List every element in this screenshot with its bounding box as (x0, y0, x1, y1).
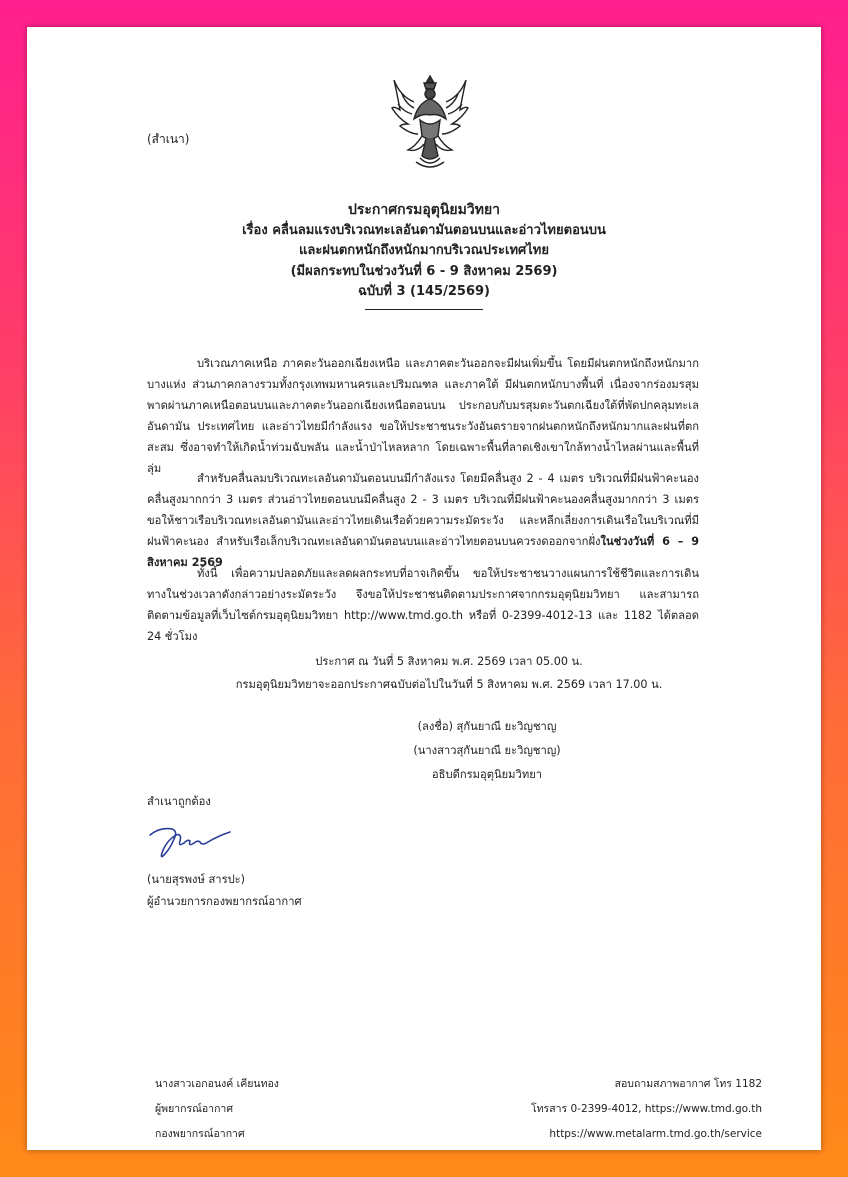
issued-date: ประกาศ ณ วันที่ 5 สิงหาคม พ.ศ. 2569 เวลา 05.00 น. (315, 655, 583, 668)
forecaster-name: นางสาวเอกอนงค์ เคียนทอง (155, 1078, 279, 1090)
wave-paragraph (147, 468, 699, 573)
wave-paragraph-period: ในช่วงวันที่ 6 – 9 สิงหาคม 2569 (147, 535, 700, 569)
next-issue-note: กรมอุตุนิยมวิทยาจะออกประกาศฉบับต่อไปในวันที่ 5 สิงหาคม พ.ศ. 2569 เวลา 17.00 น. (235, 678, 663, 691)
advice-paragraph: ทั้งนี้ เพื่อความปลอดภัยและลดผลกระทบที่อาจเกิดขึ้น ขอให้ประชาชนวางแผนการใช้ชีวิตและการเดินทางในช่วงเวลาดังกล่าวอย่างระมัดระวัง จึงขอให้ประชาชนติดตามประกาศจากกรมอุตุนิยมวิทยา และสามารถติดตามข้อมูลที่เว็บไซต์กรมอุตุนิยมวิทยา http://www.tmd.go.th หรือที่ 0-2399-4012-13 และ 1182 ได้ตลอด 24 ชั่วโมง (147, 567, 699, 643)
document-page (27, 27, 821, 1150)
director-full-name: (นางสาวสุกันยาณี ยะวิญชาญ) (413, 744, 561, 757)
forecaster-role: ผู้พยากรณ์อากาศ (155, 1103, 233, 1115)
certifier-block (147, 869, 302, 913)
handwritten-signature (144, 817, 236, 863)
title-divider (365, 309, 483, 310)
effect-period: (มีผลกระทบในช่วงวันที่ 6 - 9 สิงหาคม 2569) (290, 263, 558, 279)
director-position: อธิบดีกรมอุตุนิยมวิทยา (431, 768, 543, 781)
agency-title: ประกาศกรมอุตุนิยมวิทยา (347, 202, 501, 218)
director-signature-block (357, 715, 617, 787)
forecaster-info (155, 1072, 279, 1147)
certified-copy-label: สำเนาถูกต้อง (147, 795, 211, 808)
certifier-position: ผู้อำนวยการกองพยากรณ์อากาศ (147, 895, 302, 908)
wave-paragraph-text: สำหรับคลื่นลมบริเวณทะเลอันดามันตอนบนมีกำลังแรง โดยมีคลื่นสูง 2 - 4 เมตร บริเวณที่มีฝนฟ้าคะนองคลื่นสูงมากกว่า 3 เมตร ส่วนอ่าวไทยตอนบนมีคลื่นสูง 2 - 3 เมตร บริเวณที่มีฝนฟ้าคะนองคลื่นสูงมากกว่า 3 เมตร ขอให้ชาวเรือบริเวณทะเลอันดามันและอ่าวไทยเดินเรือด้วยความระมัดระวัง และหลีกเลี่ยงการเดินเรือในบริเวณที่มีฝนฟ้าคะนอง สำหรับเรือเล็กบริเวณทะเลอันดามันตอนบนและอ่าวไทยตอนบนควรงดออกจากฝั่ง (147, 472, 699, 548)
announcement-heading (177, 200, 671, 310)
signed-line: (ลงชื่อ) สุกันยาณี ยะวิญชาญ (417, 720, 557, 733)
fax-and-website: โทรสาร 0-2399-4012, https://www.tmd.go.th (531, 1103, 762, 1115)
subject-line-1: เรื่อง คลื่นลมแรงบริเวณทะเลอันดามันตอนบนและอ่าวไทยตอนบน (242, 222, 606, 238)
subject-line-2: และฝนตกหนักถึงหนักมากบริเวณประเทศไทย (298, 243, 549, 258)
weather-hotline: สอบถามสภาพอากาศ โทร 1182 (614, 1078, 762, 1090)
rain-paragraph: บริเวณภาคเหนือ ภาคตะวันออกเฉียงเหนือ และภาคตะวันออกจะมีฝนเพิ่มขึ้น โดยมีฝนตกหนักถึงหนักมากบางแห่ง ส่วนภาคกลางรวมทั้งกรุงเทพมหานครและปริมณฑล และภาคใต้ มีฝนตกหนักบางพื้นที่ เนื่องจากร่องมรสุมพาดผ่านภาคเหนือตอนบนและภาคตะวันออกเฉียงเหนือตอนบน ประกอบกับมรสุมตะวันตกเฉียงใต้ที่พัดปกคลุมทะเลอันดามัน ประเทศไทย และอ่าวไทยมีกำลังแรง ขอให้ประชาชนระวังอันตรายจากฝนตกหนักถึงหนักมากและฝนที่ตกสะสม ซึ่งอาจทำให้เกิดน้ำท่วมฉับพลัน และน้ำป่าไหลหลาก โดยเฉพาะพื้นที่ลาดเชิงเขาใกล้ทางน้ำไหลผ่านและพื้นที่ลุ่ม (147, 357, 699, 475)
garuda-emblem-icon (390, 72, 470, 172)
metalarm-url: https://www.metalarm.tmd.go.th/service (549, 1128, 762, 1140)
certifier-name: (นายสุรพงษ์ สารปะ) (147, 873, 246, 886)
forecaster-division: กองพยากรณ์อากาศ (155, 1128, 245, 1140)
copy-tag: (สำเนา) (147, 132, 190, 146)
issue-number: ฉบับที่ 3 (145/2569) (358, 284, 490, 299)
contact-info (531, 1072, 762, 1147)
